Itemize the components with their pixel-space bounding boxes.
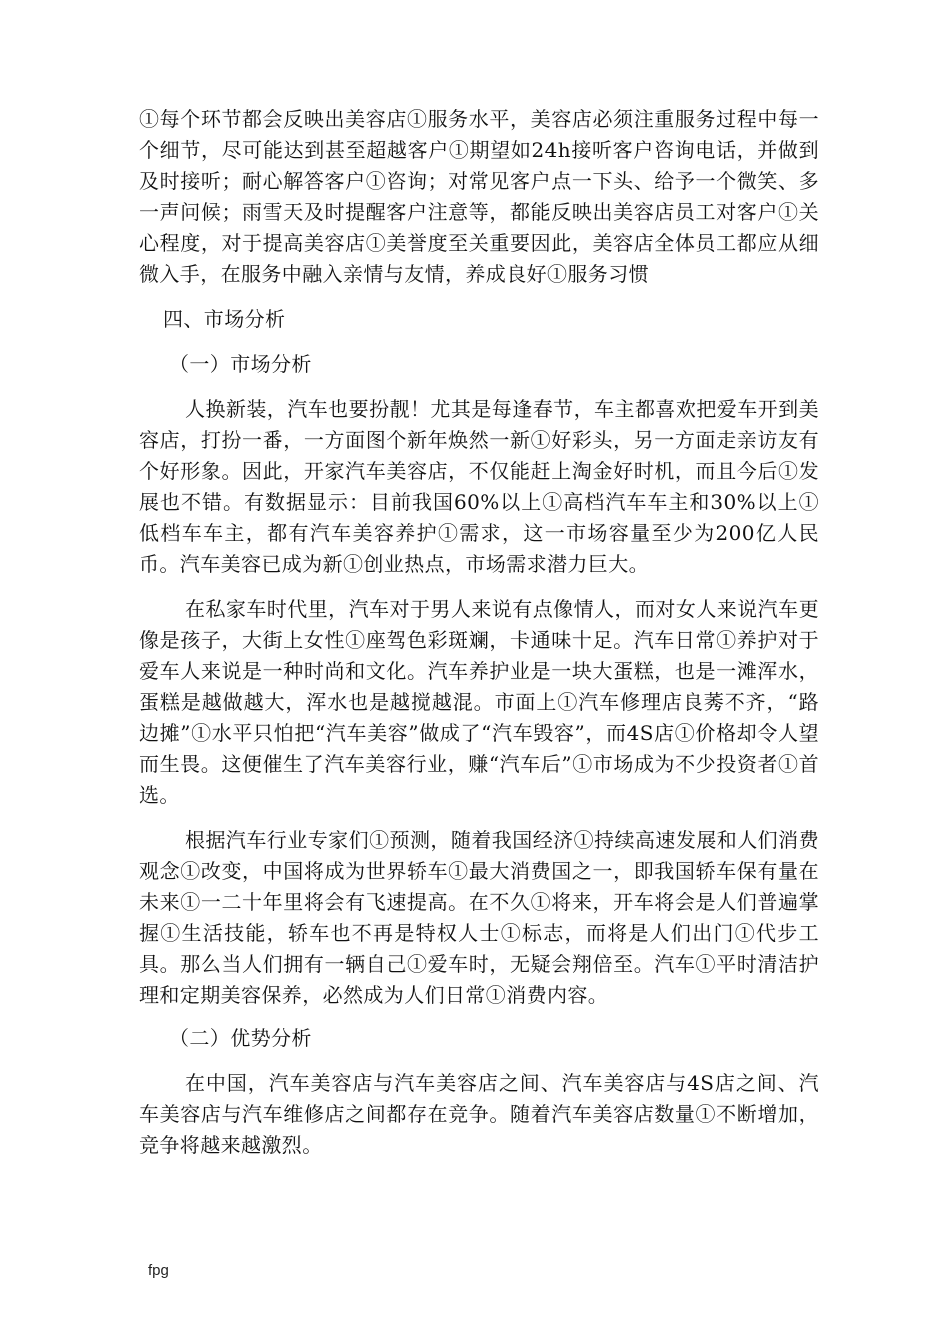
- spacer: [139, 1054, 819, 1068]
- spacer: [139, 811, 819, 825]
- section-heading-market-analysis: 四、市场分析: [163, 307, 286, 331]
- subsection-heading-market-analysis: （一）市场分析: [169, 352, 312, 376]
- page-footer-label: fpg: [148, 1262, 169, 1279]
- document-body: [139, 104, 819, 1161]
- spacer: [139, 1011, 819, 1023]
- subsection-heading-advantage-analysis: （二）优势分析: [169, 1026, 312, 1050]
- paragraph-expert-forecast: 根据汽车行业专家们①预测，随着我国经济①持续高速发展和人们消费观念①改变，中国将成为世界轿车①最大消费国之一，即我国轿车保有量在未来①一二十年里将会有飞速提高。在不久①将来，开车将会是人们普遍掌握①生活技能，轿车也不再是特权人士①标志，而将是人们出门①代步工具。那么当人们拥有一辆自己①爱车时，无疑会翔倍至。汽车①平时清洁护理和定期美容保养，必然成为人们日常①消费内容。: [139, 828, 819, 1007]
- paragraph-market-demand: 人换新装，汽车也要扮靓！尤其是每逢春节，车主都喜欢把爱车开到美容店，打扮一番，一方面图个新年焕然一新①好彩头，另一方面走亲访友有个好形象。因此，开家汽车美容店，不仅能赶上淘金好时机，而且今后①发展也不错。有数据显示：目前我国60%以上①高档汽车车主和30%以上①低档车车主，都有汽车美容养护①需求，这一市场容量至少为200亿人民币。汽车美容已成为新①创业热点，市场需求潜力巨大。: [139, 397, 819, 576]
- spacer: [139, 580, 819, 594]
- spacer: [139, 380, 819, 394]
- paragraph-competition: 在中国，汽车美容店与汽车美容店之间、汽车美容店与4S店之间、汽车美容店与汽车维修店之间都存在竞争。随着汽车美容店数量①不断增加，竞争将越来越激烈。: [139, 1071, 819, 1157]
- spacer: [139, 290, 819, 304]
- spacer: [139, 335, 819, 349]
- paragraph-service-details: ①每个环节都会反映出美容店①服务水平，美容店必须注重服务过程中每一个细节，尽可能达到甚至超越客户①期望如24h接听客户咨询电话，并做到及时接听；耐心解答客户①咨询；对常见客户点一下头、给予一个微笑、多一声问候；雨雪天及时提醒客户注意等，都能反映出美容店员工对客户①关心程度，对于提高美容店①美誉度至关重要因此，美容店全体员工都应从细微入手，在服务中融入亲情与友情，养成良好①服务习惯: [139, 107, 819, 286]
- paragraph-private-car-era: 在私家车时代里，汽车对于男人来说有点像情人，而对女人来说汽车更像是孩子，大街上女性①座驾色彩斑斓，卡通味十足。汽车日常①养护对于爱车人来说是一种时尚和文化。汽车养护业是一块大蛋糕，也是一滩浑水，蛋糕是越做越大，浑水也是越搅越混。市面上①汽车修理店良莠不齐，“路边摊”①水平只怕把“汽车美容”做成了“汽车毁容”，而4S店①价格却令人望而生畏。这便催生了汽车美容行业，赚“汽车后”①市场成为不少投资者①首选。: [139, 597, 819, 807]
